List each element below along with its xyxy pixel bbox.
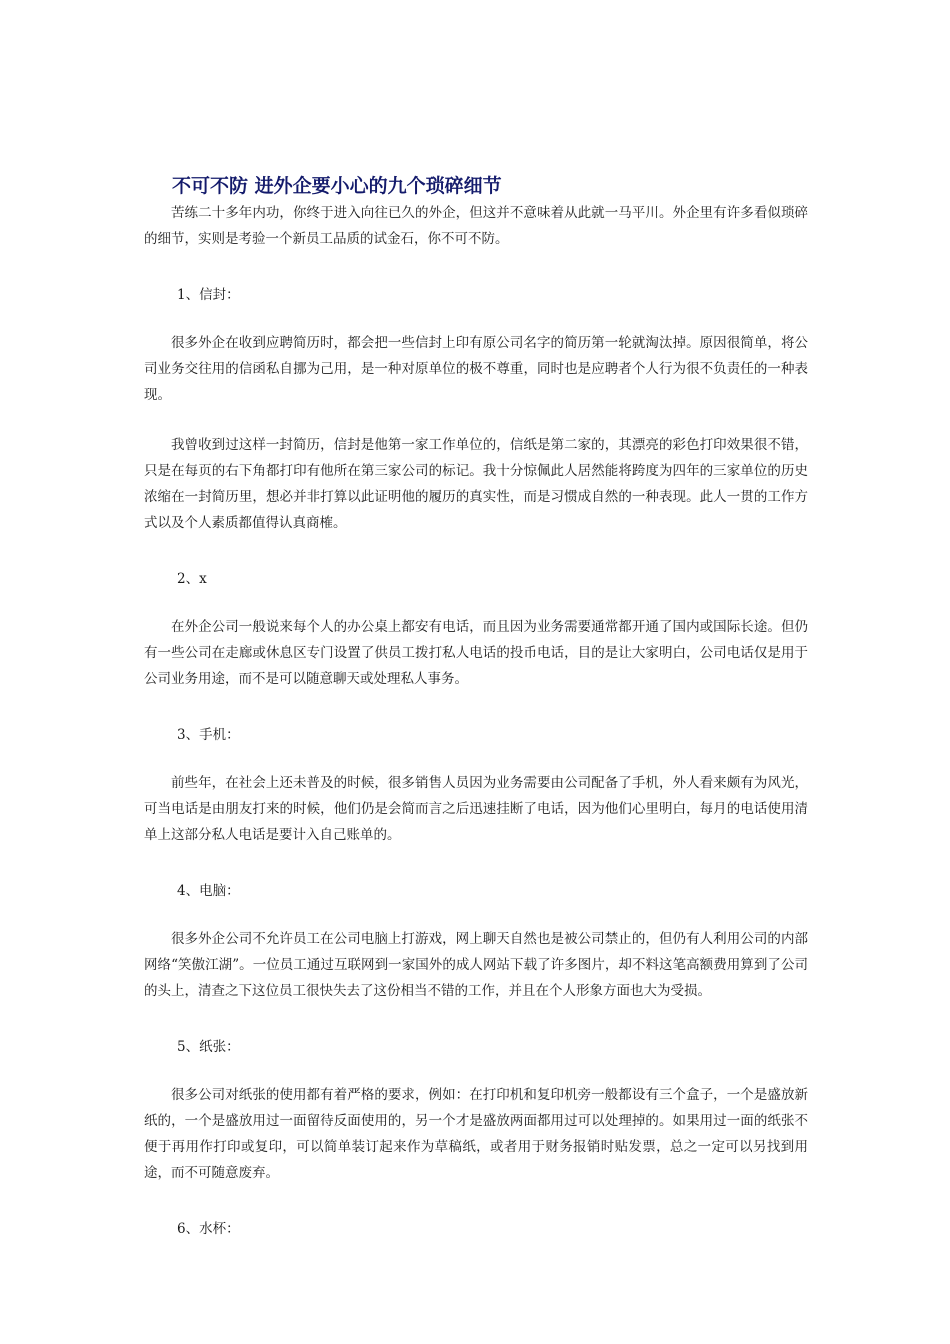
section-3-paragraph-1: 前些年，在社会上还未普及的时候，很多销售人员因为业务需要由公司配备了手机，外人看来颇有为风光，可当电话是由朋友打来的时候，他们仍是会简而言之后迅速挂断了电话，因为他们心里明白，每月的电话使用清单上这部分私人电话是要计入自己账单的。 — [144, 775, 808, 843]
document-title: 不可不防 进外企要小心的九个琐碎细节 — [172, 175, 502, 197]
section-5-paragraph-1: 很多公司对纸张的使用都有着严格的要求，例如：在打印机和复印机旁一般都设有三个盒子，一个是盛放新纸的，一个是盛放用过一面留待反面使用的，另一个才是盛放两面都用过可以处理掉的。如果用过一面的纸张不便于再用作打印或复印，可以简单装订起来作为草稿纸，或者用于财务报销时贴发票，总之一定可以另找到用途，而不可随意废弃。 — [144, 1087, 808, 1181]
section-heading-1: 1、信封： — [177, 287, 240, 303]
section-2-paragraph-1: 在外企公司一般说来每个人的办公桌上都安有电话，而且因为业务需要通常都开通了国内或国际长途。但仍有一些公司在走廊或休息区专门设置了供员工拨打私人电话的投币电话，目的是让大家明白，公司电话仅是用于公司业务用途，而不是可以随意聊天或处理私人事务。 — [144, 619, 808, 687]
section-1-paragraph-1: 很多外企在收到应聘简历时，都会把一些信封上印有原公司名字的简历第一轮就淘汰掉。原因很简单，将公司业务交往用的信函私自挪为己用，是一种对原单位的极不尊重，同时也是应聘者个人行为很不负责任的一种表现。 — [144, 335, 808, 403]
document-page — [144, 172, 808, 1242]
section-heading-6: 6、水杯： — [177, 1221, 240, 1237]
section-4-paragraph-1: 很多外企公司不允许员工在公司电脑上打游戏，网上聊天自然也是被公司禁止的，但仍有人利用公司的内部网络“笑傲江湖”。一位员工通过互联网到一家国外的成人网站下载了许多图片，却不料这笔高额费用算到了公司的头上，清查之下这位员工很快失去了这份相当不错的工作，并且在个人形象方面也大为受损。 — [144, 931, 808, 999]
section-1-paragraph-2: 我曾收到过这样一封简历，信封是他第一家工作单位的，信纸是第二家的，其漂亮的彩色打印效果很不错，只是在每页的右下角都打印有他所在第三家公司的标记。我十分惊佩此人居然能将跨度为四年的三家单位的历史浓缩在一封简历里，想必并非打算以此证明他的履历的真实性，而是习惯成自然的一种表现。此人一贯的工作方式以及个人素质都值得认真商榷。 — [144, 437, 808, 531]
section-heading-4: 4、电脑： — [177, 883, 240, 899]
intro-paragraph: 苦练二十多年内功，你终于进入向往已久的外企，但这并不意味着从此就一马平川。外企里有许多看似琐碎的细节，实则是考验一个新员工品质的试金石，你不可不防。 — [144, 205, 808, 247]
section-heading-3: 3、手机： — [177, 727, 240, 743]
section-heading-5: 5、纸张： — [177, 1039, 240, 1055]
section-heading-2: 2、x — [177, 571, 207, 587]
